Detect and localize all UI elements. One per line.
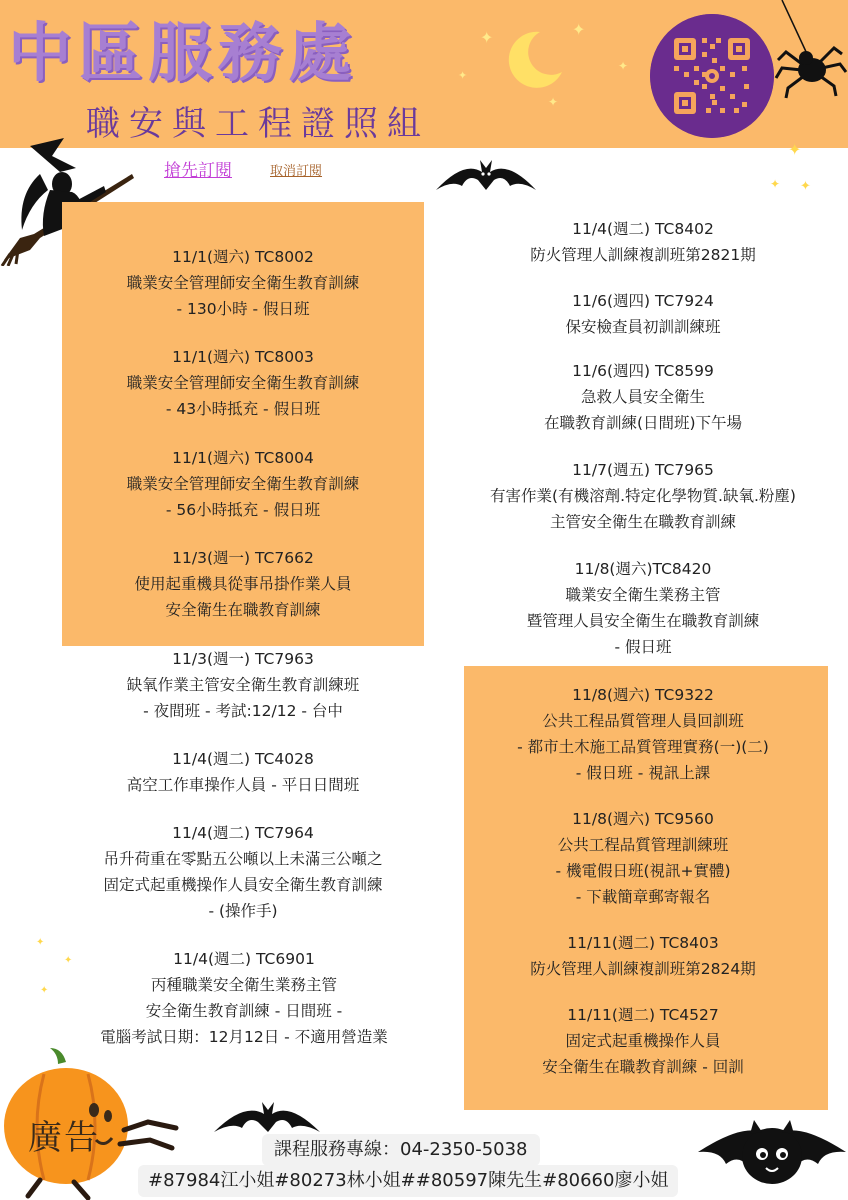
subscribe-link[interactable]: 搶先訂閱	[164, 161, 232, 181]
course-item	[50, 946, 438, 1050]
course-line: 職業安全衛生業務主管	[565, 586, 721, 604]
course-line: 在職教育訓練(日間班)下午場	[543, 414, 743, 432]
star-icon: ✦	[800, 179, 811, 194]
course-line: - 都市土木施工品質管理實務(一)(二)	[517, 738, 769, 756]
course-line: 11/3(週一) TC7963	[172, 650, 314, 668]
moon-icon	[500, 28, 566, 94]
course-line: - 夜間班 - 考試:12/12 - 台中	[143, 702, 343, 720]
course-line: 11/11(週二) TC4527	[567, 1006, 719, 1024]
course-item	[62, 746, 424, 798]
course-item	[458, 1002, 828, 1080]
course-line: 11/4(週二) TC7964	[172, 824, 314, 842]
course-line: 11/7(週五) TC7965	[572, 461, 714, 479]
course-line: 防火管理人訓練複訓班第2824期	[530, 960, 756, 978]
bat-icon	[696, 1112, 848, 1200]
star-icon: ✦	[458, 69, 468, 82]
course-line: 保安檢查員初訓訓練班	[565, 318, 721, 336]
course-item	[62, 646, 424, 724]
course-line: 11/8(週六)TC8420	[574, 560, 712, 578]
course-line: - 機電假日班(視訊+實體)	[555, 862, 731, 880]
course-line: 11/1(週六) TC8002	[172, 248, 314, 266]
contact-list: #87984江小姐#80273林小姐##80597陳先生#80660廖小姐	[138, 1165, 678, 1197]
course-line: 防火管理人訓練複訓班第2821期	[530, 246, 756, 264]
course-item	[62, 445, 424, 523]
course-line: 職業安全管理師安全衛生教育訓練	[126, 475, 360, 493]
course-line: 11/8(週六) TC9560	[572, 810, 714, 828]
course-line: 吊升荷重在零點五公噸以上未滿三公噸之	[103, 850, 383, 868]
course-item	[62, 344, 424, 422]
course-line: 安全衛生教育訓練 - 日間班 -	[145, 1002, 343, 1020]
star-icon: ✦	[618, 59, 629, 73]
course-line: 11/8(週六) TC9322	[572, 686, 714, 704]
star-icon: ✦	[770, 177, 781, 191]
star-icon: ✦	[36, 937, 45, 948]
course-line: 急救人員安全衛生	[580, 388, 705, 406]
course-line: - 假日班 - 視訊上課	[575, 764, 711, 782]
course-line: 有害作業(有機溶劑.特定化學物質.缺氧.粉塵)	[490, 487, 796, 505]
star-icon: ✦	[64, 955, 73, 966]
course-line: 主管安全衛生在職教育訓練	[549, 513, 736, 531]
course-item	[458, 288, 828, 340]
course-item	[446, 457, 840, 535]
course-line: 11/1(週六) TC8003	[172, 348, 314, 366]
star-icon: ✦	[480, 28, 494, 47]
course-line: 使用起重機具從事吊掛作業人員	[134, 575, 352, 593]
course-line: 公共工程品質管理訓練班	[557, 836, 729, 854]
course-line: - 假日班	[614, 638, 672, 656]
star-icon: ✦	[572, 20, 586, 39]
course-line: - 130小時 - 假日班	[176, 300, 310, 318]
unsubscribe-link[interactable]: 取消訂閱	[270, 164, 323, 179]
course-line: 11/3(週一) TC7662	[172, 549, 314, 567]
course-line: 11/4(週二) TC6901	[173, 950, 315, 968]
qr-code[interactable]	[650, 14, 774, 138]
course-item	[458, 930, 828, 982]
course-line: 11/11(週二) TC8403	[567, 934, 719, 952]
course-line: 電腦考試日期：12月12日 - 不適用營造業	[100, 1028, 388, 1046]
star-icon: ✦	[788, 140, 802, 159]
course-item	[62, 820, 424, 924]
star-icon: ✦	[40, 985, 49, 996]
course-item	[62, 244, 424, 322]
course-line: 11/1(週六) TC8004	[172, 449, 314, 467]
course-line: 職業安全管理師安全衛生教育訓練	[126, 274, 360, 292]
course-line: 11/4(週二) TC8402	[572, 220, 714, 238]
course-item	[458, 556, 828, 660]
course-line: 丙種職業安全衛生業務主管	[150, 976, 337, 994]
star-icon: ✦	[548, 95, 559, 109]
header-banner	[0, 0, 848, 148]
course-line: 公共工程品質管理人員回訓班	[542, 712, 744, 730]
course-line: - 下載簡章郵寄報名	[575, 888, 711, 906]
course-line: 固定式起重機操作人員	[565, 1032, 721, 1050]
course-line: 固定式起重機操作人員安全衛生教育訓練	[103, 876, 383, 894]
course-line: - 43小時抵充 - 假日班	[165, 400, 321, 418]
bat-icon	[434, 150, 538, 198]
course-item	[62, 545, 424, 623]
course-item	[458, 682, 828, 786]
spider-icon	[768, 0, 848, 110]
course-line: 11/4(週二) TC4028	[172, 750, 314, 768]
page-subtitle: 職安與工程證照組	[86, 104, 430, 144]
course-line: 11/6(週四) TC7924	[572, 292, 714, 310]
course-line: 缺氧作業主管安全衛生教育訓練班	[126, 676, 360, 694]
course-item	[458, 806, 828, 910]
course-line: 暨管理人員安全衛生在職教育訓練	[526, 612, 760, 630]
course-line: 高空工作車操作人員 - 平日日間班	[126, 776, 360, 794]
ad-label: 廣告	[28, 1118, 100, 1158]
page-title: 中區服務處	[8, 17, 358, 91]
course-line: 11/6(週四) TC8599	[572, 362, 714, 380]
course-line: - (操作手)	[208, 902, 278, 920]
course-line: 安全衛生在職教育訓練 - 回訓	[542, 1058, 744, 1076]
course-item	[458, 358, 828, 436]
bat-icon	[212, 1090, 322, 1138]
course-line: 安全衛生在職教育訓練	[165, 601, 321, 619]
course-line: 職業安全管理師安全衛生教育訓練	[126, 374, 360, 392]
course-line: - 56小時抵充 - 假日班	[165, 501, 321, 519]
hotline-label: 課程服務專線：04-2350-5038	[262, 1134, 540, 1166]
course-item	[458, 216, 828, 268]
